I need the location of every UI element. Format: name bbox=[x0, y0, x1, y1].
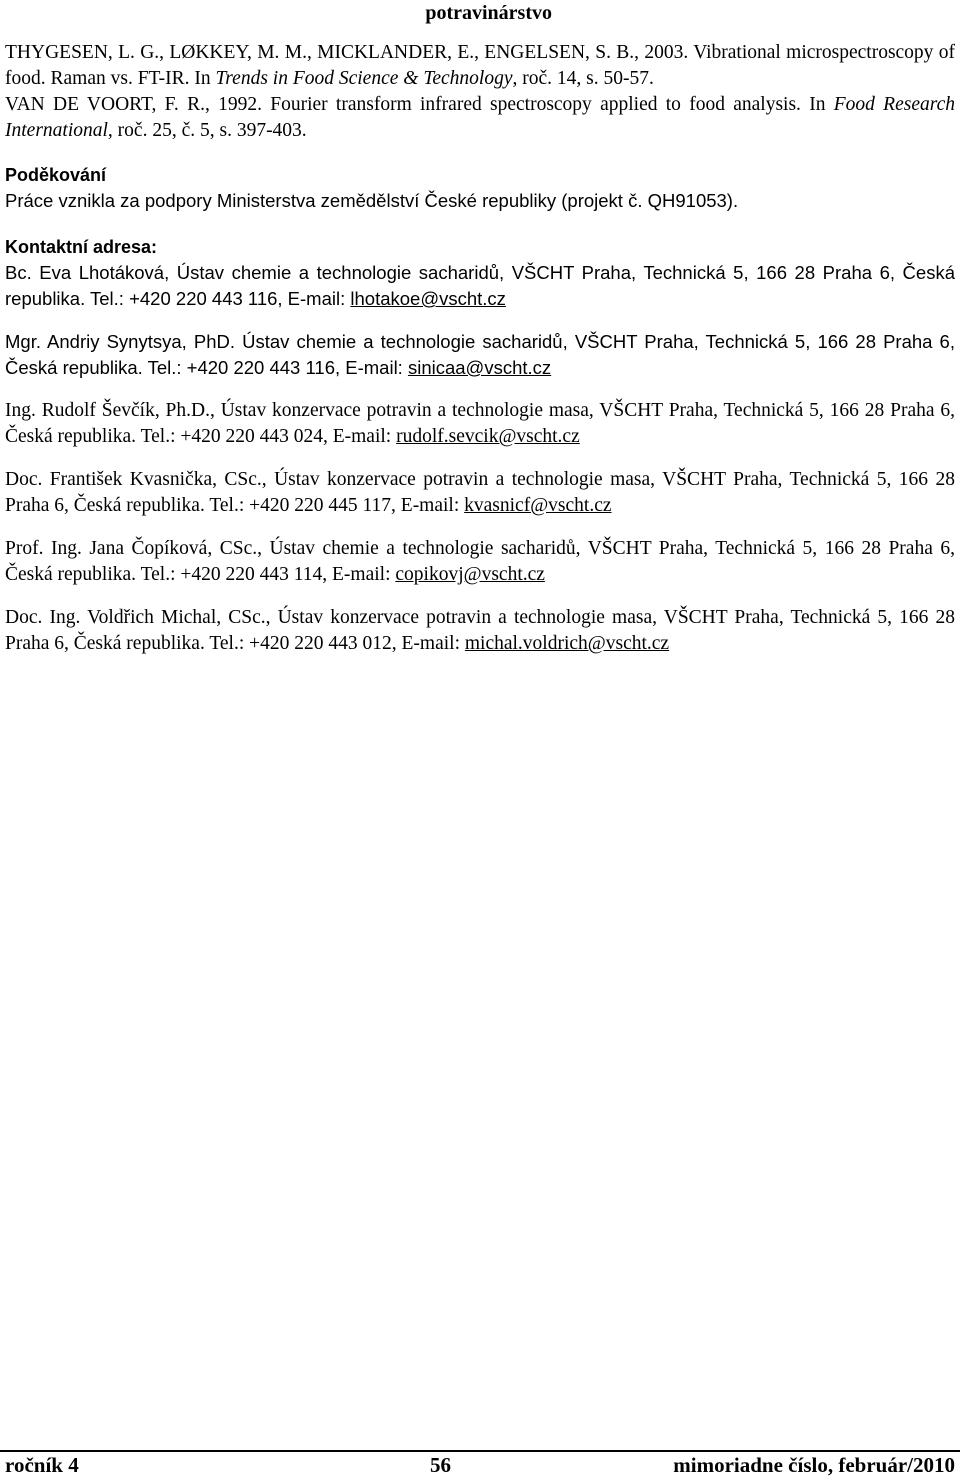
email-link[interactable]: lhotakoe@vscht.cz bbox=[350, 288, 506, 309]
contact-text: Doc. František Kvasnička, CSc., Ústav konzervace potravin a technologie masa, VŠCHT Praha, Technická 5, 166 28 Praha 6, Česká republika. Tel.: +420 220 445 117, E-mail: bbox=[5, 469, 955, 516]
reference-journal: Trends in Food Science & Technology bbox=[215, 68, 513, 89]
contact-kvasnicka bbox=[5, 467, 955, 519]
contact-text: Ing. Rudolf Ševčík, Ph.D., Ústav konzervace potravin a technologie masa, VŠCHT Praha, Technická 5, 166 28 Praha 6, Česká republika. Tel.: +420 220 443 024, E-mail: bbox=[5, 400, 955, 447]
email-link[interactable]: sinicaa@vscht.cz bbox=[407, 357, 552, 378]
contact-lhotakova bbox=[5, 260, 955, 312]
footer-volume: ročník 4 bbox=[5, 1453, 79, 1477]
journal-running-head: potravinárstvo bbox=[425, 2, 552, 24]
contact-heading: Kontaktní adresa: bbox=[5, 237, 158, 257]
contact-text: Mgr. Andriy Synytsya, PhD. Ústav chemie a technologie sacharidů, VŠCHT Praha, Technická 5, 166 28 Praha 6, Česká republika. Tel.: +420 220 443 116, E-mail: bbox=[5, 331, 955, 378]
reference-thygesen bbox=[5, 40, 955, 92]
acknowledgement-heading: Poděkování bbox=[5, 165, 107, 185]
contact-copikova bbox=[5, 536, 955, 588]
reference-text: THYGESEN, L. G., LØKKEY, M. M., MICKLANDER, E., ENGELSEN, S. B., 2003. Vibrational microspectroscopy of food. Raman vs. FT-IR. In bbox=[5, 42, 955, 89]
acknowledgement-text: Práce vznikla za podpory Ministerstva zemědělství České republiky (projekt č. QH91053). bbox=[5, 190, 739, 211]
reference-details: , roč. 14, s. 50-57. bbox=[512, 68, 654, 89]
contact-text: Bc. Eva Lhotáková, Ústav chemie a technologie sacharidů, VŠCHT Praha, Technická 5, 166 28 Praha 6, Česká republika. Tel.: +420 220 443 116, E-mail: bbox=[5, 262, 955, 309]
footer-divider bbox=[0, 1450, 960, 1452]
footer-page-number: 56 bbox=[430, 1453, 451, 1477]
reference-text: VAN DE VOORT, F. R., 1992. Fourier transform infrared spectroscopy applied to food analysis. In bbox=[5, 94, 834, 115]
email-link[interactable]: michal.voldrich@vscht.cz bbox=[464, 633, 670, 654]
reference-journal: Food Research International bbox=[5, 94, 956, 141]
footer-issue: mimoriadne číslo, február/2010 bbox=[673, 1453, 955, 1477]
email-link[interactable]: copikovj@vscht.cz bbox=[395, 564, 545, 585]
contact-text: Prof. Ing. Jana Čopíková, CSc., Ústav chemie a technologie sacharidů, VŠCHT Praha, Technická 5, 166 28 Praha 6, Česká republika. Tel.: +420 220 443 114, E-mail: bbox=[5, 538, 955, 585]
page-content bbox=[5, 40, 955, 674]
contact-synytsya bbox=[5, 329, 955, 381]
page-footer bbox=[5, 1453, 955, 1479]
email-link[interactable]: kvasnicf@vscht.cz bbox=[464, 495, 612, 516]
contact-voldrich bbox=[5, 605, 955, 657]
email-link[interactable]: rudolf.sevcik@vscht.cz bbox=[396, 426, 580, 447]
reference-van-de-voort bbox=[5, 92, 955, 144]
reference-details: , roč. 25, č. 5, s. 397-403. bbox=[107, 120, 307, 141]
contact-text: Doc. Ing. Voldřich Michal, CSc., Ústav konzervace potravin a technologie masa, VŠCHT Praha, Technická 5, 166 28 Praha 6, Česká republika. Tel.: +420 220 443 012, E-mail: bbox=[5, 607, 955, 654]
contact-sevcik bbox=[5, 398, 955, 450]
